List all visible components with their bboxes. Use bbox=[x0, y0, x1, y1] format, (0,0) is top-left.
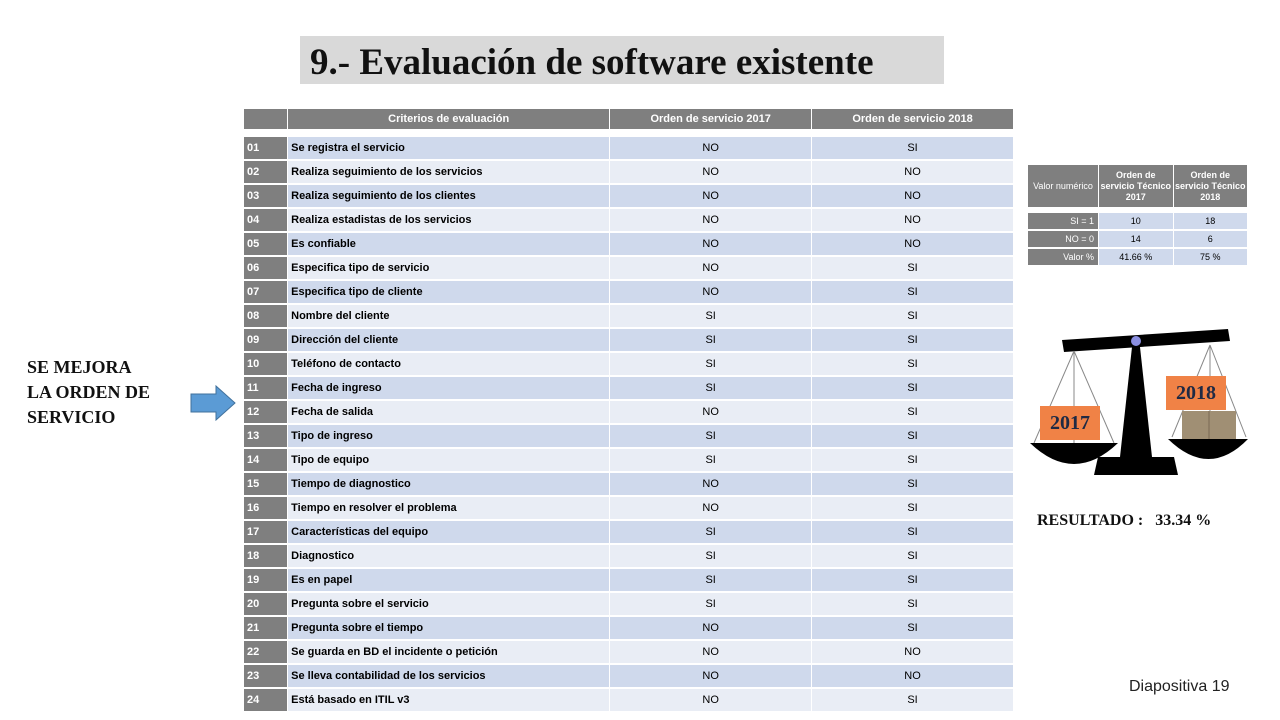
row-number: 04 bbox=[244, 209, 288, 231]
value-2017-cell: NO bbox=[610, 185, 812, 207]
table-row bbox=[244, 401, 1014, 423]
value-2017-cell: NO bbox=[610, 233, 812, 255]
value-2017-cell: SI bbox=[610, 569, 812, 591]
row-number: 08 bbox=[244, 305, 288, 327]
value-2017-cell: NO bbox=[610, 401, 812, 423]
value-2018-cell: SI bbox=[812, 569, 1014, 591]
row-number: 16 bbox=[244, 497, 288, 519]
value-2018-cell: SI bbox=[812, 377, 1014, 399]
criterion-cell: Se registra el servicio bbox=[288, 137, 610, 159]
row-number: 12 bbox=[244, 401, 288, 423]
criterion-cell: Pregunta sobre el tiempo bbox=[288, 617, 610, 639]
row-number: 23 bbox=[244, 665, 288, 687]
summary-2017-cell: 10 bbox=[1099, 213, 1174, 229]
criterion-cell: Fecha de ingreso bbox=[288, 377, 610, 399]
value-2018-cell: SI bbox=[812, 545, 1014, 567]
criterion-cell: Es confiable bbox=[288, 233, 610, 255]
value-2018-cell: NO bbox=[812, 209, 1014, 231]
value-2018-cell: SI bbox=[812, 329, 1014, 351]
criterion-cell: Nombre del cliente bbox=[288, 305, 610, 327]
table-row bbox=[244, 545, 1014, 567]
summary-2018-cell: 6 bbox=[1174, 231, 1249, 247]
summary-2018-cell: 18 bbox=[1174, 213, 1249, 229]
table-row bbox=[244, 665, 1014, 687]
row-number: 07 bbox=[244, 281, 288, 303]
value-2017-cell: SI bbox=[610, 545, 812, 567]
row-number: 18 bbox=[244, 545, 288, 567]
table-row bbox=[244, 473, 1014, 495]
row-number: 03 bbox=[244, 185, 288, 207]
value-2017-cell: NO bbox=[610, 689, 812, 711]
value-2017-cell: NO bbox=[610, 617, 812, 639]
value-2017-cell: NO bbox=[610, 641, 812, 663]
badge-2017: 2017 bbox=[1040, 406, 1100, 440]
value-2017-cell: NO bbox=[610, 473, 812, 495]
value-2017-cell: NO bbox=[610, 665, 812, 687]
value-2017-cell: SI bbox=[610, 305, 812, 327]
table-row bbox=[244, 257, 1014, 279]
summary-row bbox=[1028, 213, 1248, 229]
criterion-cell: Se lleva contabilidad de los servicios bbox=[288, 665, 610, 687]
row-number: 21 bbox=[244, 617, 288, 639]
summary-2018-cell: 75 % bbox=[1174, 249, 1249, 265]
row-number: 09 bbox=[244, 329, 288, 351]
criterion-cell: Realiza seguimiento de los clientes bbox=[288, 185, 610, 207]
table-row bbox=[244, 569, 1014, 591]
row-number: 02 bbox=[244, 161, 288, 183]
criterion-cell: Tipo de ingreso bbox=[288, 425, 610, 447]
value-2018-cell: SI bbox=[812, 617, 1014, 639]
table-row bbox=[244, 377, 1014, 399]
row-number: 11 bbox=[244, 377, 288, 399]
criterion-cell: Características del equipo bbox=[288, 521, 610, 543]
row-number: 06 bbox=[244, 257, 288, 279]
table-header-row bbox=[244, 109, 1014, 129]
table-row bbox=[244, 689, 1014, 711]
note-line-2: LA ORDEN DE bbox=[27, 382, 151, 402]
value-2018-cell: SI bbox=[812, 521, 1014, 543]
row-number: 14 bbox=[244, 449, 288, 471]
value-2018-cell: SI bbox=[812, 257, 1014, 279]
table-row bbox=[244, 497, 1014, 519]
summary-row bbox=[1028, 249, 1248, 265]
header-2017: Orden de servicio 2017 bbox=[610, 109, 812, 129]
row-number: 17 bbox=[244, 521, 288, 543]
table-row bbox=[244, 617, 1014, 639]
table-row bbox=[244, 641, 1014, 663]
value-2018-cell: SI bbox=[812, 137, 1014, 159]
criterion-cell: Se guarda en BD el incidente o petición bbox=[288, 641, 610, 663]
title-bar bbox=[300, 36, 944, 84]
summary-header-row bbox=[1028, 165, 1248, 207]
slide-number: Diapositiva 19 bbox=[1129, 678, 1230, 695]
row-number: 20 bbox=[244, 593, 288, 615]
row-number: 22 bbox=[244, 641, 288, 663]
summary-header-2018: Orden de servicio Técnico 2018 bbox=[1174, 165, 1249, 207]
summary-header-value: Valor numérico bbox=[1028, 165, 1099, 207]
value-2018-cell: NO bbox=[812, 185, 1014, 207]
table-row bbox=[244, 137, 1014, 159]
criterion-cell: Tiempo de diagnostico bbox=[288, 473, 610, 495]
criterion-cell: Tiempo en resolver el problema bbox=[288, 497, 610, 519]
result-value: 33.34 % bbox=[1155, 512, 1212, 529]
value-2017-cell: NO bbox=[610, 497, 812, 519]
row-number: 15 bbox=[244, 473, 288, 495]
table-row bbox=[244, 329, 1014, 351]
row-number: 05 bbox=[244, 233, 288, 255]
value-2017-cell: NO bbox=[610, 281, 812, 303]
value-2017-cell: SI bbox=[610, 521, 812, 543]
summary-body bbox=[1028, 213, 1248, 265]
criterion-cell: Está basado en ITIL v3 bbox=[288, 689, 610, 711]
table-row bbox=[244, 305, 1014, 327]
badge-2018: 2018 bbox=[1166, 376, 1226, 410]
header-criteria: Criterios de evaluación bbox=[288, 109, 610, 129]
criterion-cell: Dirección del cliente bbox=[288, 329, 610, 351]
value-2017-cell: SI bbox=[610, 593, 812, 615]
value-2017-cell: SI bbox=[610, 425, 812, 447]
summary-row bbox=[1028, 231, 1248, 247]
table-row bbox=[244, 521, 1014, 543]
value-2017-cell: NO bbox=[610, 137, 812, 159]
table-row bbox=[244, 209, 1014, 231]
summary-label-cell: NO = 0 bbox=[1028, 231, 1099, 247]
value-2018-cell: SI bbox=[812, 305, 1014, 327]
header-num bbox=[244, 109, 288, 129]
table-row bbox=[244, 593, 1014, 615]
note-line-1: SE MEJORA bbox=[27, 357, 132, 377]
value-2018-cell: SI bbox=[812, 281, 1014, 303]
evaluation-table bbox=[244, 107, 1014, 713]
value-2018-cell: NO bbox=[812, 233, 1014, 255]
summary-label-cell: Valor % bbox=[1028, 249, 1099, 265]
criterion-cell: Especifica tipo de cliente bbox=[288, 281, 610, 303]
summary-table bbox=[1028, 163, 1248, 267]
value-2018-cell: SI bbox=[812, 689, 1014, 711]
value-2017-cell: SI bbox=[610, 377, 812, 399]
value-2017-cell: NO bbox=[610, 257, 812, 279]
header-2018: Orden de servicio 2018 bbox=[812, 109, 1014, 129]
page-title: 9.- Evaluación de software existente bbox=[310, 42, 874, 83]
row-number: 24 bbox=[244, 689, 288, 711]
criterion-cell: Tipo de equipo bbox=[288, 449, 610, 471]
value-2018-cell: NO bbox=[812, 641, 1014, 663]
value-2018-cell: SI bbox=[812, 593, 1014, 615]
criterion-cell: Especifica tipo de servicio bbox=[288, 257, 610, 279]
value-2018-cell: SI bbox=[812, 425, 1014, 447]
row-number: 13 bbox=[244, 425, 288, 447]
value-2018-cell: SI bbox=[812, 353, 1014, 375]
table-row bbox=[244, 161, 1014, 183]
table-row bbox=[244, 185, 1014, 207]
value-2018-cell: NO bbox=[812, 161, 1014, 183]
improvement-note bbox=[27, 355, 150, 430]
value-2017-cell: NO bbox=[610, 209, 812, 231]
value-2018-cell: SI bbox=[812, 401, 1014, 423]
row-number: 19 bbox=[244, 569, 288, 591]
value-2018-cell: NO bbox=[812, 665, 1014, 687]
table-row bbox=[244, 233, 1014, 255]
table-body bbox=[244, 137, 1014, 711]
criterion-cell: Fecha de salida bbox=[288, 401, 610, 423]
criterion-cell: Es en papel bbox=[288, 569, 610, 591]
criterion-cell: Realiza estadistas de los servicios bbox=[288, 209, 610, 231]
table-row bbox=[244, 353, 1014, 375]
value-2017-cell: SI bbox=[610, 329, 812, 351]
criterion-cell: Teléfono de contacto bbox=[288, 353, 610, 375]
criterion-cell: Pregunta sobre el servicio bbox=[288, 593, 610, 615]
criterion-cell: Diagnostico bbox=[288, 545, 610, 567]
value-2018-cell: SI bbox=[812, 449, 1014, 471]
criterion-cell: Realiza seguimiento de los servicios bbox=[288, 161, 610, 183]
note-line-3: SERVICIO bbox=[27, 407, 116, 427]
summary-header-2017: Orden de servicio Técnico 2017 bbox=[1099, 165, 1174, 207]
row-number: 01 bbox=[244, 137, 288, 159]
value-2017-cell: NO bbox=[610, 161, 812, 183]
summary-label-cell: SI = 1 bbox=[1028, 213, 1099, 229]
summary-2017-cell: 14 bbox=[1099, 231, 1174, 247]
value-2018-cell: SI bbox=[812, 473, 1014, 495]
value-2017-cell: SI bbox=[610, 353, 812, 375]
row-number: 10 bbox=[244, 353, 288, 375]
table-row bbox=[244, 425, 1014, 447]
value-2017-cell: SI bbox=[610, 449, 812, 471]
table-row bbox=[244, 281, 1014, 303]
arrow-right-icon bbox=[190, 385, 236, 421]
result-label: RESULTADO : bbox=[1037, 512, 1144, 529]
result-line bbox=[1037, 512, 1211, 530]
summary-2017-cell: 41.66 % bbox=[1099, 249, 1174, 265]
table-row bbox=[244, 449, 1014, 471]
value-2018-cell: SI bbox=[812, 497, 1014, 519]
